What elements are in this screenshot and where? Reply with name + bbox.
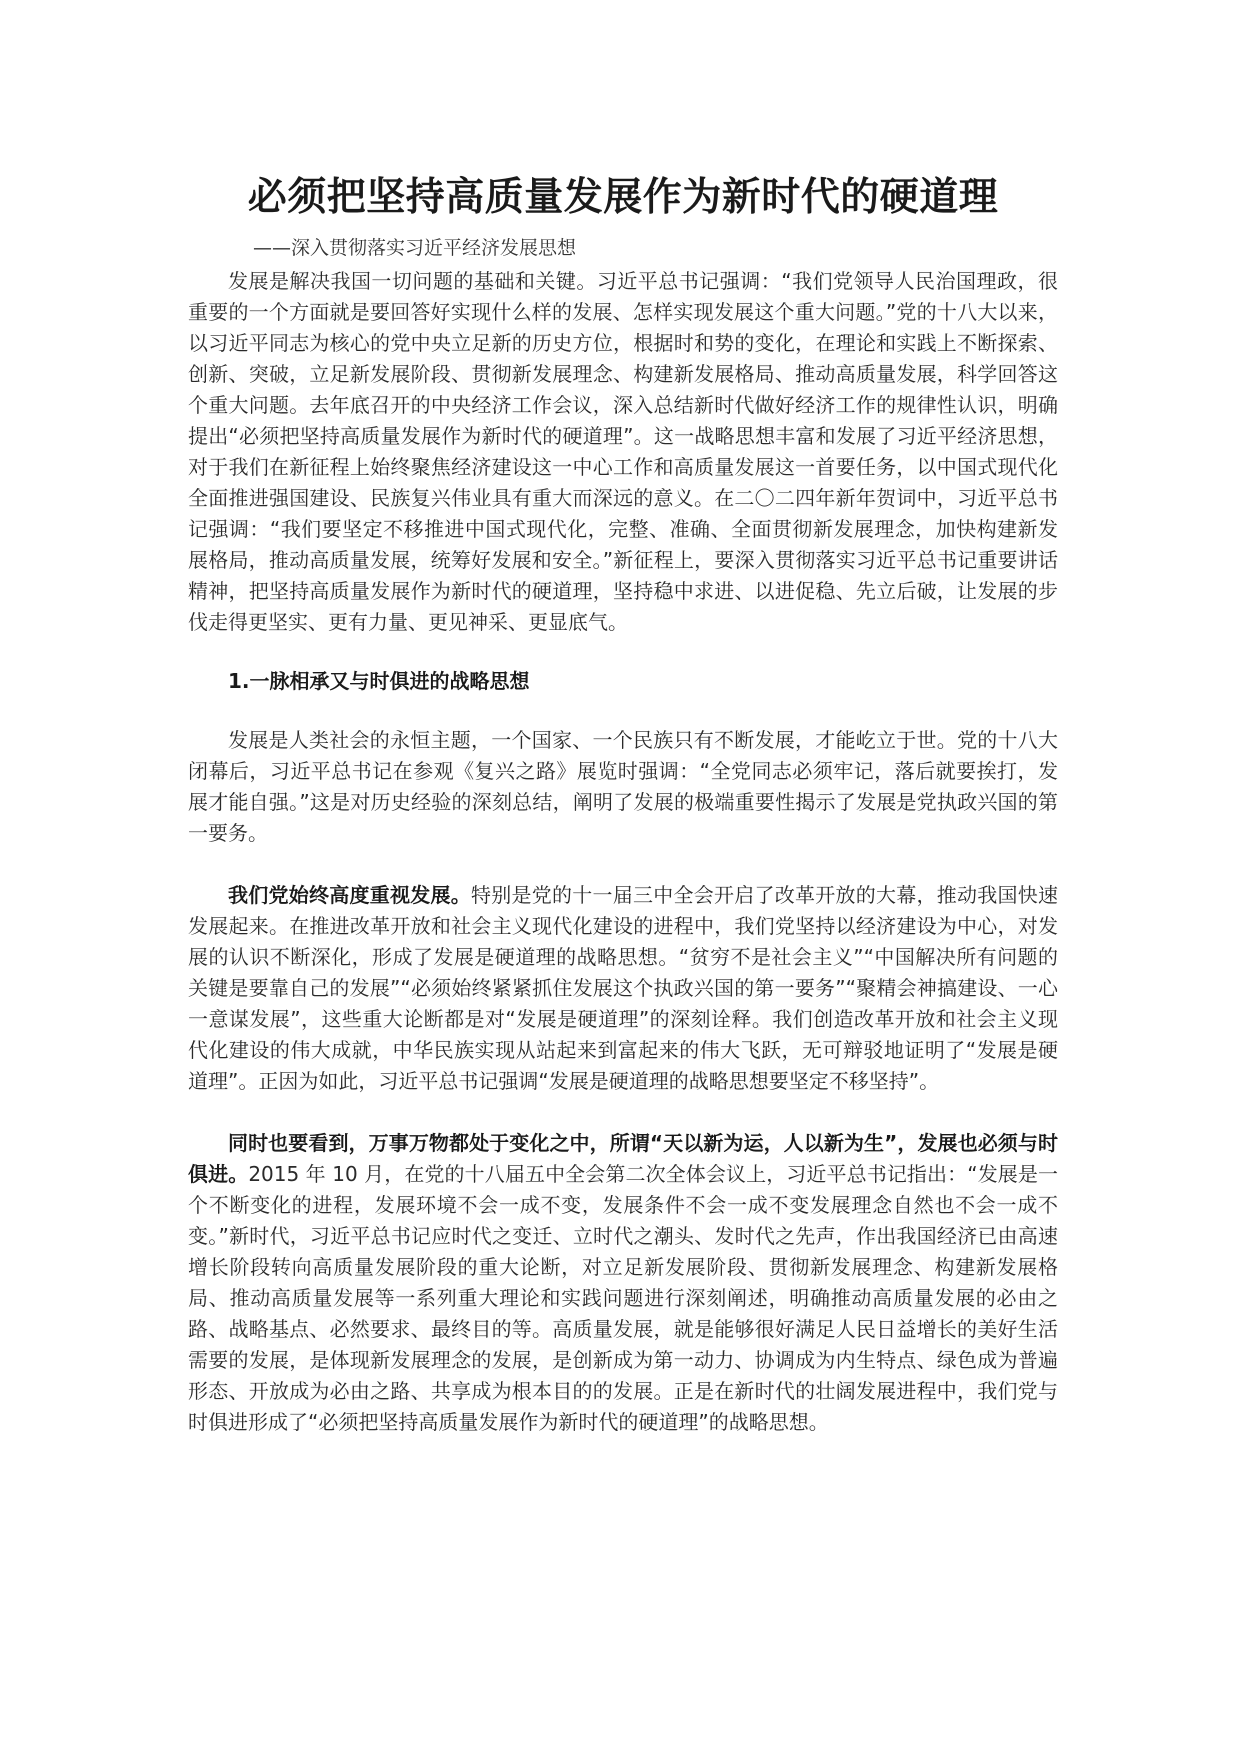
paragraph-development-theme: 发展是人类社会的永恒主题，一个国家、一个民族只有不断发展，才能屹立于世。党的十八大闭幕后，习近平总书记在参观《复兴之路》展览时强调：“全党同志必须牢记，落后就要挨打，发展才能自强。”这是对历史经验的深刻总结，阐明了发展的极端重要性揭示了发展是党执政兴国的第一要务。	[188, 728, 1058, 845]
document-page	[188, 172, 1058, 1438]
paragraph-body: 2015 年 10 月，在党的十八届五中全会第二次全体会议上，习近平总书记指出：“发展是一个不断变化的进程，发展环境不会一成不变，发展条件不会一成不变发展理念自然也不会一成不变。”新时代，习近平总书记应时代之变迁、立时代之潮头、发时代之先声，作出我国经济已由高速增长阶段转向高质量发展阶段的重大论断，对立足新发展阶段、贯彻新发展理念、构建新发展格局、推动高质量发展等一系列重大理论和实践问题进行深刻阐述，明确推动高质量发展的必由之路、战略基点、必然要求、最终目的等。高质量发展，就是能够很好满足人民日益增长的美好生活需要的发展，是体现新发展理念的发展，是创新成为第一动力、协调成为内生特点、绿色成为普遍形态、开放成为必由之路、共享成为根本目的的发展。正是在新时代的壮阔发展进程中，我们党与时俱进形成了“必须把坚持高质量发展作为新时代的硬道理”的战略思想。	[188, 1162, 1059, 1434]
paragraph-lead-bold: 同时也要看到，万事万物都处于变化之中，所谓“天以新为运，人以新为生”，发展也必须与时俱进。	[188, 1131, 1058, 1186]
document-subtitle: ——深入贯彻落实习近平经济发展思想	[253, 237, 577, 259]
paragraph-body: 特别是党的十一届三中全会开启了改革开放的大幕，推动我国快速发展起来。在推进改革开放和社会主义现代化建设的进程中，我们党坚持以经济建设为中心，对发展的认识不断深化，形成了发展是硬道理的战略思想。“贫穷不是社会主义”“中国解决所有问题的关键是要靠自己的发展”“必须始终紧紧抓住发展这个执政兴国的第一要务”“聚精会神搞建设、一心一意谋发展”，这些重大论断都是对“发展是硬道理”的深刻诠释。我们创造改革开放和社会主义现代化建设的伟大成就，中华民族实现从站起来到富起来的伟大飞跃，无可辩驳地证明了“发展是硬道理”。正因为如此，习近平总书记强调“发展是硬道理的战略思想要坚定不移坚持”。	[188, 883, 1058, 1093]
paragraph-intro: 发展是解决我国一切问题的基础和关键。习近平总书记强调：“我们党领导人民治国理政，很重要的一个方面就是要回答好实现什么样的发展、怎样实现发展这个重大问题。”党的十八大以来，以习近平同志为核心的党中央立足新的历史方位，根据时和势的变化，在理论和实践上不断探索、创新、突破，立足新发展阶段、贯彻新发展理念、构建新发展格局、推动高质量发展，科学回答这个重大问题。去年底召开的中央经济工作会议，深入总结新时代做好经济工作的规律性认识，明确提出“必须把坚持高质量发展作为新时代的硬道理”。这一战略思想丰富和发展了习近平经济思想，对于我们在新征程上始终聚焦经济建设这一中心工作和高质量发展这一首要任务，以中国式现代化全面推进强国建设、民族复兴伟业具有重大而深远的意义。在二〇二四年新年贺词中，习近平总书记强调：“我们要坚定不移推进中国式现代化，完整、准确、全面贯彻新发展理念，加快构建新发展格局，推动高质量发展，统筹好发展和安全。”新征程上，要深入贯彻落实习近平总书记重要讲话精神，把坚持高质量发展作为新时代的硬道理，坚持稳中求进、以进促稳、先立后破，让发展的步伐走得更坚实、更有力量、更见神采、更显底气。	[188, 269, 1058, 634]
document-title: 必须把坚持高质量发展作为新时代的硬道理	[247, 175, 999, 220]
paragraph-spacer	[188, 1097, 1058, 1128]
section-heading: 1.一脉相承又与时俱进的战略思想	[228, 669, 530, 693]
paragraph-spacer	[188, 849, 1058, 880]
paragraph-party-development	[188, 880, 1058, 1097]
paragraph-lead-bold: 我们党始终高度重视发展。	[228, 883, 471, 907]
paragraph-with-the-times	[188, 1128, 1058, 1438]
